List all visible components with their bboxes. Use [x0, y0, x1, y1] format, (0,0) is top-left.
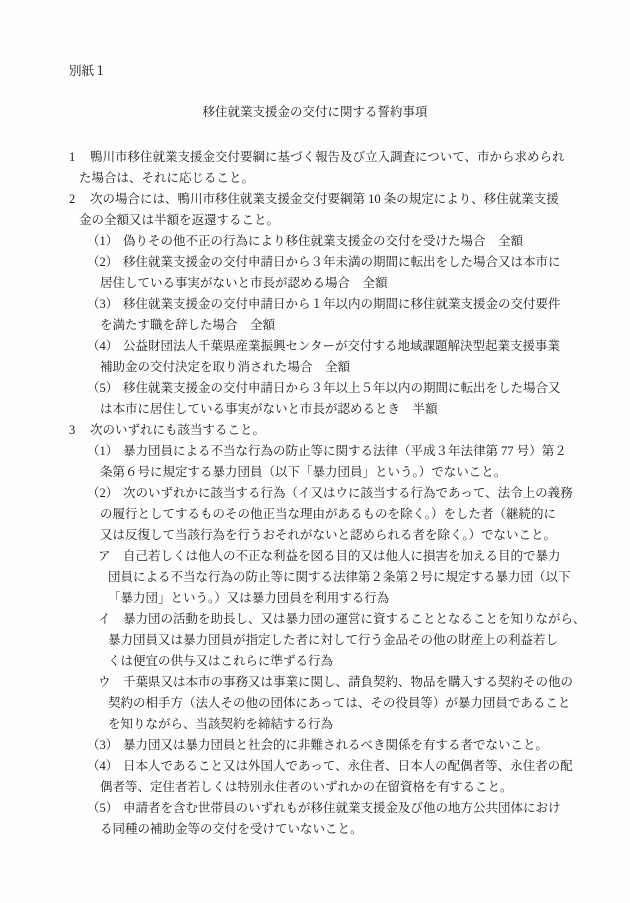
document-line: 暴力団員又は暴力団員が指定した者に対して行う金品その他の財産上の利益若し [108, 633, 559, 647]
document-line: （4） 公益財団法人千葉県産業振興センターが交付する地域課題解決型起業支援事業 [0, 336, 630, 357]
item-number: （2） [87, 255, 119, 269]
document-line: （2） 次のいずれかに該当する行為（イ又はウに該当する行為であって、法令上の義務 [0, 483, 630, 504]
document-line: （1） 偽りその他不正の行為により移住就業支援金の交付を受けた場合 全額 [0, 231, 630, 252]
item-number: （5） [87, 381, 119, 395]
document-line: 「暴力団」という。）又は暴力団員を利用する行為 [108, 591, 390, 605]
document-line: 又は反復して当該行為を行うおそれがないと認められる者を除く。）でないこと。 [100, 528, 557, 542]
document-line: は本市に居住している事実がないと市長が認めるとき 半額 [100, 402, 438, 416]
document-line: 居住している事実がないと市長が認める場合 全額 [100, 276, 388, 290]
item-number: （3） [87, 738, 119, 752]
item-number: （1） [87, 444, 119, 458]
document-line: た場合は、それに応じること。 [79, 171, 255, 185]
document-line: る同種の補助金等の交付を受けていないこと。 [100, 822, 363, 836]
item-number: 3 [69, 423, 76, 437]
document-line: 契約の相手方（法人その他の団体にあっては、その役員等）が暴力団員であること [108, 696, 571, 710]
document-line: （2） 移住就業支援金の交付申請日から３年未満の期間に転出をした場合又は本市に [0, 252, 630, 273]
document-line: （5） 申請者を含む世帯員のいずれもが移住就業支援金及び他の地方公共団体におけ [0, 798, 630, 819]
document-line: ウ 千葉県又は本市の事務又は事業に関し、請負契約、物品を購入する契約その他の [0, 672, 630, 693]
document-line: の履行としてするものその他正当な理由があるものを除く。）をした者（継続的に [100, 507, 557, 521]
item-number: ア [98, 549, 111, 563]
document-line: （1） 暴力団員による不当な行為の防止等に関する法律（平成３年法律第 77 号）第２ [0, 441, 630, 462]
document-line: （4） 日本人であること又は外国人であって、永住者、日本人の配偶者等、永住者の配 [0, 756, 630, 777]
item-number: 1 [69, 150, 76, 164]
document-line: （3） 暴力団又は暴力団員と社会的に非難されるべき関係を有する者でないこと。 [0, 735, 630, 756]
document-line: ア 自己若しくは他人の不正な利益を図る目的又は他人に損害を加える目的で暴力 [0, 546, 630, 567]
item-number: （1） [87, 234, 119, 248]
document-line: を満たす職を辞した場合 全額 [100, 318, 276, 332]
item-number: イ [98, 612, 111, 626]
document-title: 移住就業支援金の交付に関する誓約事項 [202, 105, 428, 119]
document-line: 2 次の場合には、鴨川市移住就業支援金交付要綱第 10 条の規定により、移住就業支援 [0, 189, 630, 210]
item-number: （4） [87, 759, 119, 773]
document-line: 条第６号に規定する暴力団員（以下「暴力団員」という。）でないこと。 [100, 465, 507, 479]
document-line: 3 次のいずれにも該当すること。 [0, 420, 630, 441]
item-number: （2） [87, 486, 119, 500]
document-line: 団員による不当な行為の防止等に関する法律第２条第２号に規定する暴力団（以下 [108, 570, 571, 584]
document-line: 1 鴨川市移住就業支援金交付要綱に基づく報告及び立入調査について、市から求められ [0, 147, 630, 168]
document-line: 偶者等、定住者若しくは特別永住者のいずれかの在留資格を有すること。 [100, 780, 513, 794]
attachment-label: 別紙１ [69, 64, 107, 78]
document-line: 補助金の交付決定を取り消された場合 全額 [100, 360, 351, 374]
document-line: （3） 移住就業支援金の交付申請日から１年以内の期間に移住就業支援金の交付要件 [0, 294, 630, 315]
document-line: 金の全額又は半額を返還すること。 [79, 213, 280, 227]
item-number: 2 [69, 192, 76, 206]
document-line: （5） 移住就業支援金の交付申請日から３年以上５年以内の期間に転出をした場合又 [0, 378, 630, 399]
item-number: （5） [87, 801, 119, 815]
item-number: （3） [87, 297, 119, 311]
item-number: （4） [87, 339, 119, 353]
document-line: くは便宜の供与又はこれらに準ずる行為 [108, 654, 334, 668]
document-line: を知りながら、当該契約を締結する行為 [108, 717, 334, 731]
document-line: イ 暴力団の活動を助長し、又は暴力団の運営に資することとなることを知りながら、 [0, 609, 630, 630]
item-number: ウ [98, 675, 111, 689]
document-body [0, 147, 630, 840]
